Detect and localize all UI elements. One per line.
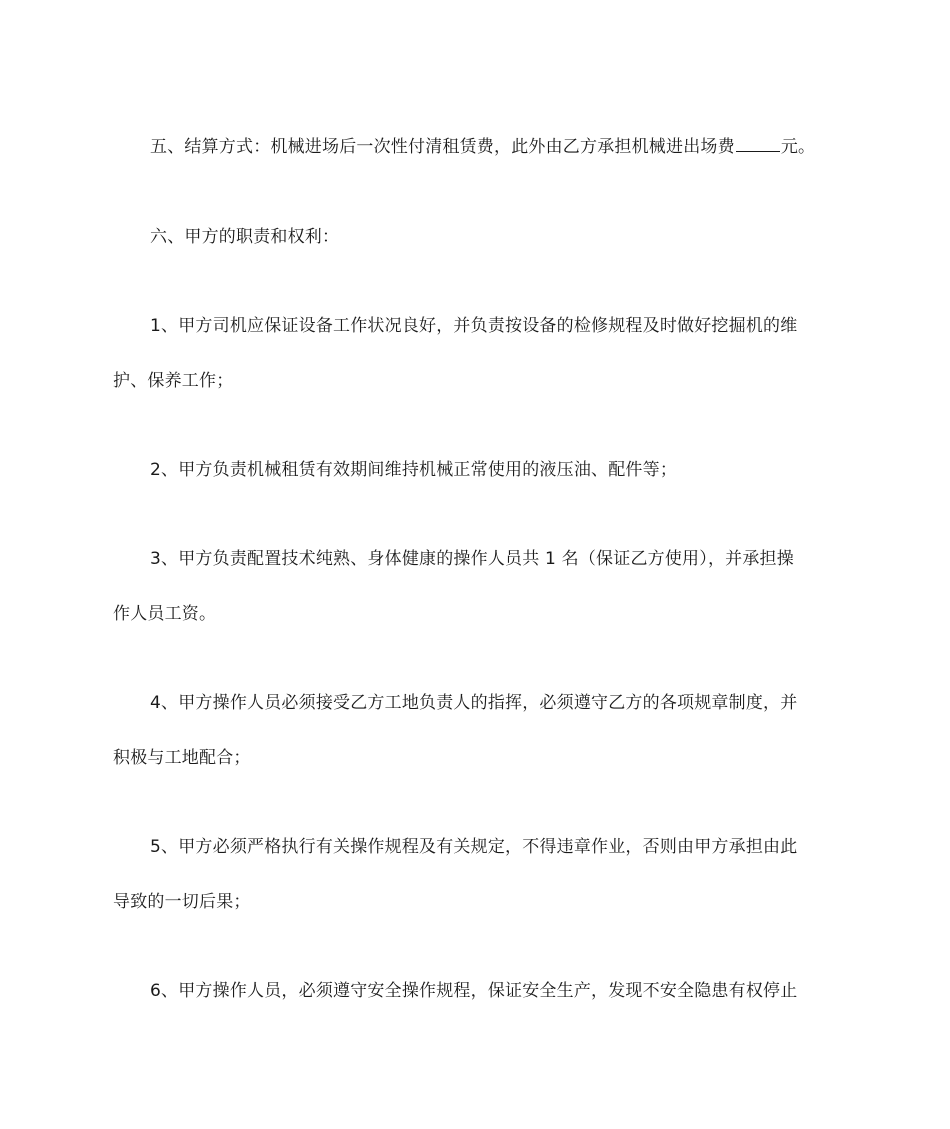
item-5-line-2: 导致的一切后果； bbox=[113, 892, 251, 912]
item-3-line-2: 作人员工资。 bbox=[113, 604, 217, 624]
item-1-line-1: 1、甲方司机应保证设备工作状况良好，并负责按设备的检修规程及时做好挖掘机的维 bbox=[150, 316, 798, 336]
item-4-line-2: 积极与工地配合； bbox=[113, 748, 251, 768]
section-5-suffix: 元。 bbox=[780, 137, 816, 157]
fee-blank-line bbox=[736, 137, 780, 152]
item-5-line-1: 5、甲方必须严格执行有关操作规程及有关规定，不得违章作业，否则由甲方承担由此 bbox=[150, 837, 798, 857]
item-2-line-1: 2、甲方负责机械租赁有效期间维持机械正常使用的液压油、配件等； bbox=[150, 460, 678, 480]
item-4-line-1: 4、甲方操作人员必须接受乙方工地负责人的指挥，必须遵守乙方的各项规章制度，并 bbox=[150, 693, 798, 713]
section-5-text: 五、结算方式：机械进场后一次性付清租赁费，此外由乙方承担机械进出场费 bbox=[150, 137, 735, 157]
item-3-line-1: 3、甲方负责配置技术纯熟、身体健康的操作人员共 1 名（保证乙方使用），并承担操 bbox=[150, 549, 794, 569]
item-6-line-1: 6、甲方操作人员，必须遵守安全操作规程，保证安全生产，发现不安全隐患有权停止 bbox=[150, 981, 798, 1001]
section-6-heading: 六、甲方的职责和权利： bbox=[150, 227, 340, 247]
item-1-line-2: 护、保养工作； bbox=[113, 371, 234, 391]
section-5-settlement bbox=[150, 135, 840, 159]
